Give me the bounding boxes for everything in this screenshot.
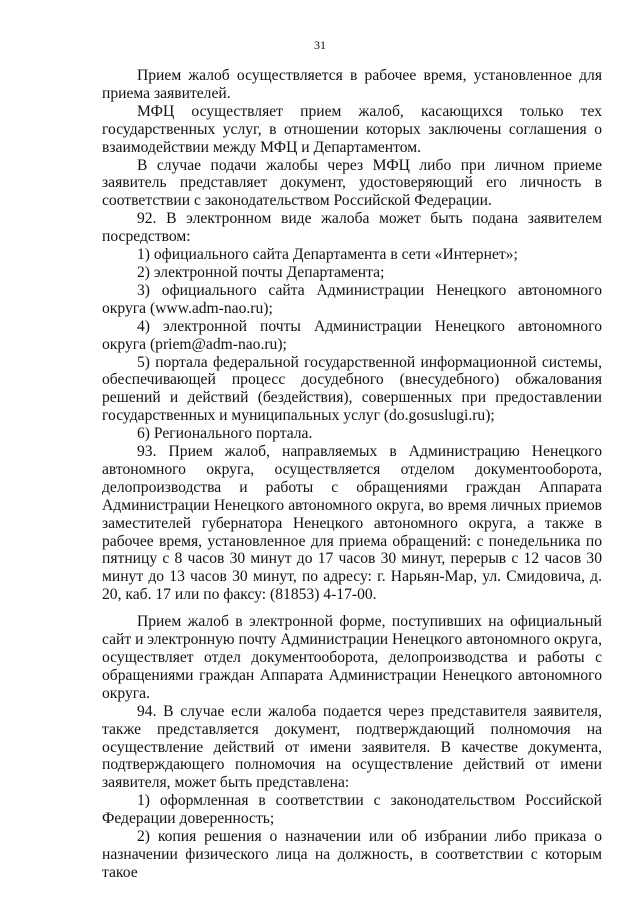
list-item-4-admin-email: 4) электронной почты Администрации Ненецкого автономного округа (priem@adm-nao.ru);	[102, 317, 602, 353]
paragraph-92-electronic: 92. В электронном виде жалоба может быть подана заявителем посредством:	[102, 210, 602, 246]
paragraph-electronic-reception: Прием жалоб в электронной форме, поступивших на официальный сайт и электронную почту Администрации Ненецкого автономного округа, осуществляет отдел документооборота, делопроизводства и работы с обращениями граждан Аппарата Администрации Ненецкого автономного округа.	[102, 613, 602, 702]
list-item-3-admin-site: 3) официального сайта Администрации Ненецкого автономного округа (www.adm-nao.ru);	[102, 281, 602, 317]
paragraph-complaints-working-hours: Прием жалоб осуществляется в рабочее время, установленное для приема заявителей.	[102, 67, 602, 102]
paragraph-94-representative: 94. В случае если жалоба подается через представителя заявителя, также представляется документ, подтверждающий полномочия на осуществление действий от имени заявителя. В качестве документа, подтверждающего полномочия на осуществление действий от имени заявителя, может быть представлена:	[102, 702, 602, 792]
list-item-1-power-of-attorney: 1) оформленная в соответствии с законодательством Российской Федерации доверенность;	[102, 792, 602, 828]
list-item-2-appointment-decision: 2) копия решения о назначении или об избрании либо приказа о назначении физического лица на должность, в соответствии с которым такое	[102, 828, 602, 881]
list-item-5-federal-portal: 5) портала федеральной государственной информационной системы, обеспечивающей процесс досудебного (внесудебного) обжалования решений и действий (бездействия), совершенных при предоставлении государственных и муниципальных услуг (do.gosuslugi.ru);	[102, 353, 602, 425]
paragraph-mfc-accepts: МФЦ осуществляет прием жалоб, касающихся только тех государственных услуг, в отношении которых заключены соглашения о взаимодействии между МФЦ и Департаментом.	[102, 102, 602, 156]
page-body	[102, 67, 602, 882]
list-item-1-department-site: 1) официального сайта Департамента в сети «Интернет»;	[137, 246, 518, 264]
paragraph-identity-document: В случае подачи жалобы через МФЦ либо при личном приеме заявитель представляет документ, удостоверяющий его личность в соответствии с законодательством Российской Федерации.	[102, 156, 602, 210]
page-number: 31	[314, 38, 326, 52]
list-item-2-department-email: 2) электронной почты Департамента;	[137, 263, 385, 281]
paragraph-93-reception: 93. Прием жалоб, направляемых в Администрацию Ненецкого автономного округа, осуществляется отделом документооборота, делопроизводства и работы с обращениями граждан Аппарата Администрации Ненецкого автономного округа, во время личных приемов заместителей губернатора Ненецкого автономного округа, а также в рабочее время, установленное для приема обращений: с понедельника по пятницу с 8 часов 30 минут до 17 часов 30 минут, перерыв с 12 часов 30 минут до 13 часов 30 минут, по адресу: г. Нарьян-Мар, ул. Смидовича, д. 20, каб. 17 или по факсу: (81853) 4-17-00.	[102, 443, 602, 604]
list-item-6-regional-portal: 6) Регионального портала.	[137, 425, 313, 443]
